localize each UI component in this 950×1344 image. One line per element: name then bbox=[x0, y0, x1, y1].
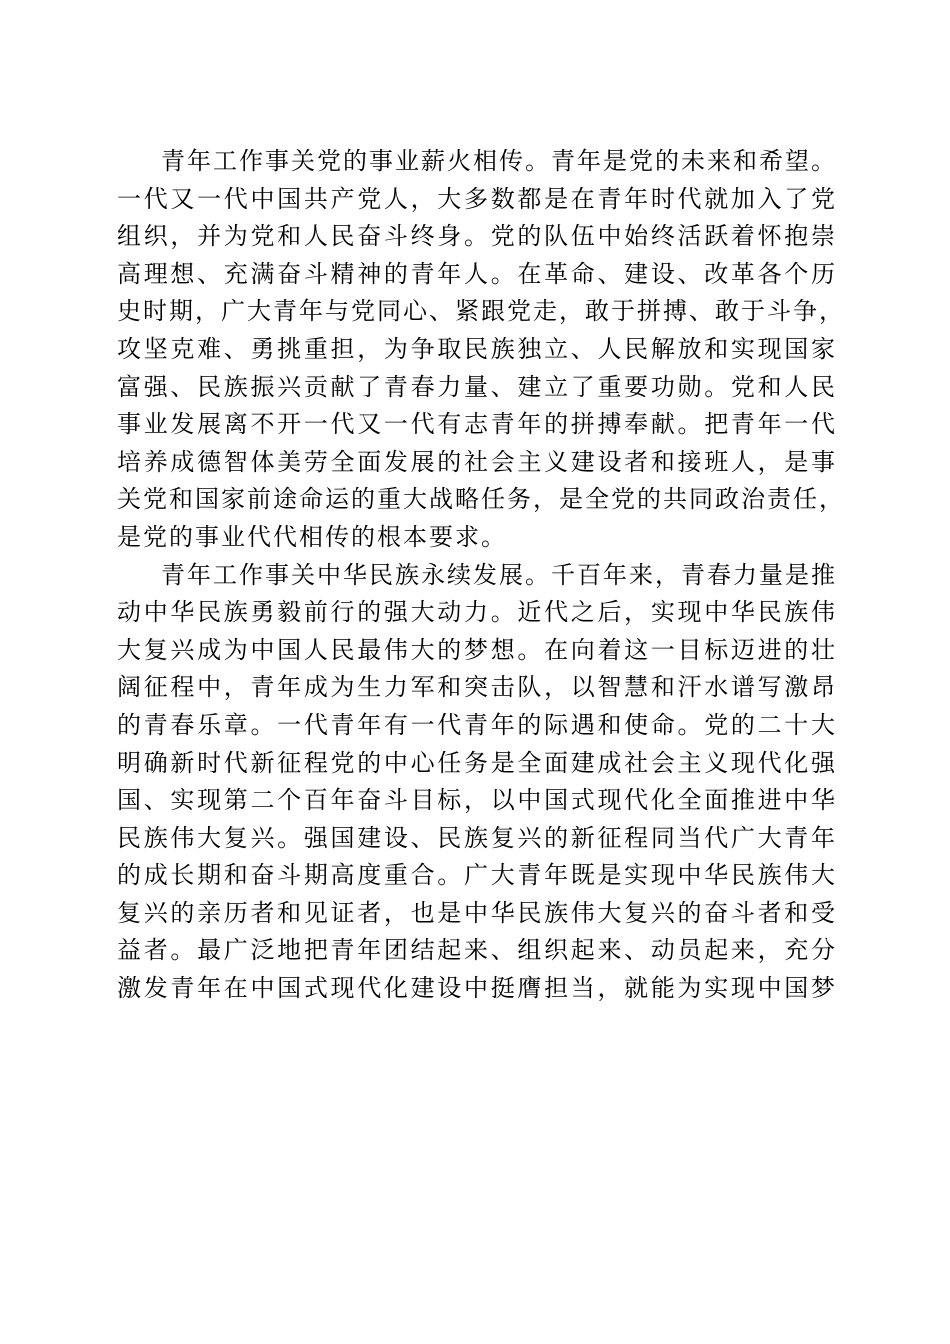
paragraph-2-line-3: 大复兴成为中国人民最伟大的梦想。在向着这一目标迈进的壮 bbox=[117, 635, 837, 664]
paragraph-1-line-1: 青年工作事关党的事业薪火相传。青年是党的未来和希望。 bbox=[161, 147, 837, 175]
paragraph-1-line-6: 攻坚克难、勇挑重担，为争取民族独立、人民解放和实现国家 bbox=[117, 334, 837, 363]
paragraph-2-line-5: 的青春乐章。一代青年有一代青年的际遇和使命。党的二十大 bbox=[117, 710, 837, 739]
paragraph-2-line-11: 益者。最广泛地把青年团结起来、组织起来、动员起来，充分 bbox=[117, 936, 837, 965]
paragraph-1-line-11: 是党的事业代代相传的根本要求。 bbox=[117, 522, 507, 551]
paragraph-1-line-4: 高理想、充满奋斗精神的青年人。在革命、建设、改革各个历 bbox=[117, 259, 837, 288]
paragraph-2-line-10: 复兴的亲历者和见证者，也是中华民族伟大复兴的奋斗者和受 bbox=[117, 898, 837, 927]
paragraph-2-line-4: 阔征程中，青年成为生力军和突击队，以智慧和汗水谱写激昂 bbox=[117, 673, 837, 702]
paragraph-1-line-5: 史时期，广大青年与党同心、紧跟党走，敢于拼搏、敢于斗争， bbox=[117, 297, 845, 326]
paragraph-1-line-10: 关党和国家前途命运的重大战略任务，是全党的共同政治责任， bbox=[117, 485, 845, 514]
paragraph-2-line-6: 明确新时代新征程党的中心任务是全面建成社会主义现代化强 bbox=[117, 748, 837, 777]
paragraph-2-line-7: 国、实现第二个百年奋斗目标，以中国式现代化全面推进中华 bbox=[117, 786, 837, 815]
body-text bbox=[117, 143, 845, 1008]
paragraph-1-line-2: 一代又一代中国共产党人，大多数都是在青年时代就加入了党 bbox=[117, 184, 837, 213]
paragraph-1-line-9: 培养成德智体美劳全面发展的社会主义建设者和接班人，是事 bbox=[117, 447, 837, 476]
paragraph-1-line-8: 事业发展离不开一代又一代有志青年的拼搏奉献。把青年一代 bbox=[117, 410, 837, 439]
paragraph-2-line-2: 动中华民族勇毅前行的强大动力。近代之后，实现中华民族伟 bbox=[117, 598, 837, 627]
paragraph-2-line-9: 的成长期和奋斗期高度重合。广大青年既是实现中华民族伟大 bbox=[117, 861, 837, 890]
paragraph-1-line-7: 富强、民族振兴贡献了青春力量、建立了重要功勋。党和人民 bbox=[117, 372, 837, 401]
paragraph-2-line-1: 青年工作事关中华民族永续发展。千百年来，青春力量是推 bbox=[161, 560, 837, 589]
paragraph-2-line-8: 民族伟大复兴。强国建设、民族复兴的新征程同当代广大青年 bbox=[117, 823, 837, 852]
paragraph-2-line-12: 激发青年在中国式现代化建设中挺膺担当，就能为实现中国梦 bbox=[117, 974, 837, 1003]
paragraph-1-line-3: 组织，并为党和人民奋斗终身。党的队伍中始终活跃着怀抱崇 bbox=[117, 222, 837, 251]
